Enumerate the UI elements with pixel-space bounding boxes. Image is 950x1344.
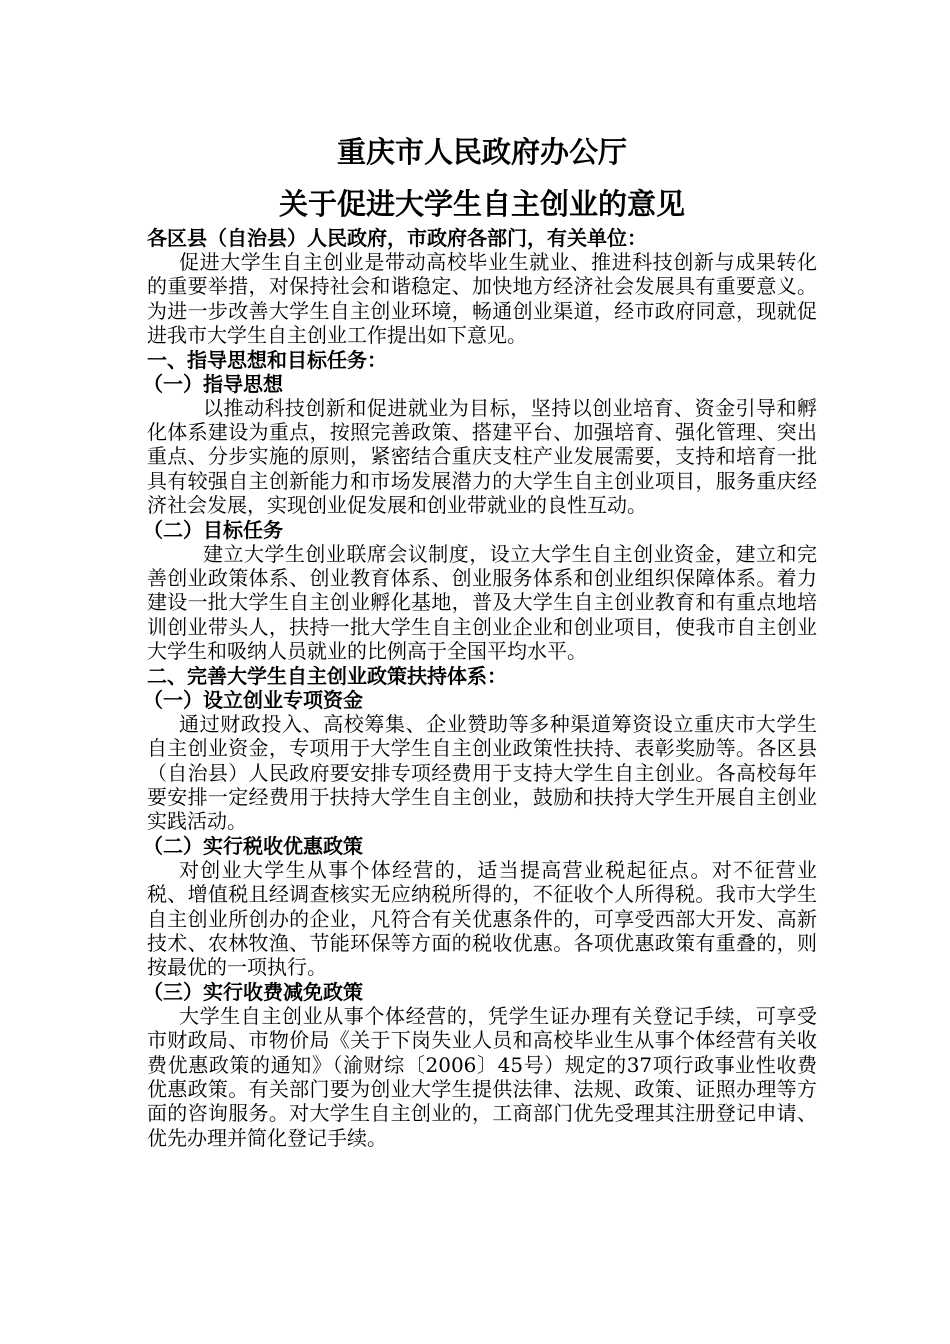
intro-paragraph: 促进大学生自主创业是带动高校毕业生就业、推进科技创新与成果转化的重要举措，对保持社会和谐稳定、加快地方经济社会发展具有重要意义。为进一步改善大学生自主创业环境，畅通创业渠道，经市政府同意，现就促进我市大学生自主创业工作提出如下意见。 — [147, 250, 817, 348]
section-2-sub-3-text: 大学生自主创业从事个体经营的，凭学生证办理有关登记手续，可享受市财政局、市物价局《关于下岗失业人员和高校毕业生从事个体经营有关收费优惠政策的通知》（渝财综〔2006〕45号）规定的37项行政事业性收费优惠政策。有关部门要为创业大学生提供法律、法规、政策、证照办理等方面的咨询服务。对大学生自主创业的，工商部门优先受理其注册登记申请、优先办理并简化登记手续。 — [147, 1003, 817, 1150]
section-2-sub-2-heading: （二）实行税收优惠政策 — [143, 833, 363, 858]
document-page — [143, 130, 817, 1150]
section-2-sub-1-heading: （一）设立创业专项资金 — [143, 687, 363, 712]
section-2-sub-2-text: 对创业大学生从事个体经营的，适当提高营业税起征点。对不征营业税、增值税且经调查核实无应纳税所得的，不征收个人所得税。我市大学生自主创业所创办的企业，凡符合有关优惠条件的，可享受西部大开发、高新技术、农林牧渔、节能环保等方面的税收优惠。各项优惠政策有重叠的，则按最优的一项执行。 — [147, 857, 817, 980]
section-1-sub-1-text: 以推动科技创新和促进就业为目标，坚持以创业培育、资金引导和孵化体系建设为重点，按照完善政策、搭建平台、加强培育、强化管理、突出重点、分步实施的原则，紧密结合重庆支柱产业发展需要，支持和培育一批具有较强自主创新能力和市场发展潜力的大学生自主创业项目，服务重庆经济社会发展，实现创业促发展和创业带就业的良性互动。 — [147, 395, 817, 518]
section-2-heading: 二、完善大学生自主创业政策扶持体系： — [147, 663, 507, 688]
section-1-sub-1-heading: （一）指导思想 — [143, 371, 283, 396]
section-2-sub-1-text: 通过财政投入、高校筹集、企业赞助等多种渠道筹资设立重庆市大学生自主创业资金，专项用于大学生自主创业政策性扶持、表彰奖励等。各区县（自治县）人民政府要安排专项经费用于支持大学生自主创业。各高校每年要安排一定经费用于扶持大学生自主创业，鼓励和扶持大学生开展自主创业实践活动。 — [147, 711, 817, 834]
document-title-line-2: 关于促进大学生自主创业的意见 — [278, 187, 685, 221]
section-2-sub-3-heading: （三）实行收费减免政策 — [143, 979, 363, 1004]
section-1-sub-2-text: 建立大学生创业联席会议制度，设立大学生自主创业资金，建立和完善创业政策体系、创业教育体系、创业服务体系和创业组织保障体系。着力建设一批大学生自主创业孵化基地，普及大学生自主创业教育和有重点地培训创业带头人，扶持一批大学生自主创业企业和创业项目，使我市自主创业大学生和吸纳人员就业的比例高于全国平均水平。 — [147, 541, 817, 664]
document-title-line-1: 重庆市人民政府办公厅 — [336, 135, 627, 169]
section-1-sub-2-heading: （二）目标任务 — [143, 517, 283, 542]
salutation: 各区县（自治县）人民政府，市政府各部门，有关单位： — [147, 226, 647, 250]
section-1-heading: 一、指导思想和目标任务： — [147, 347, 387, 372]
